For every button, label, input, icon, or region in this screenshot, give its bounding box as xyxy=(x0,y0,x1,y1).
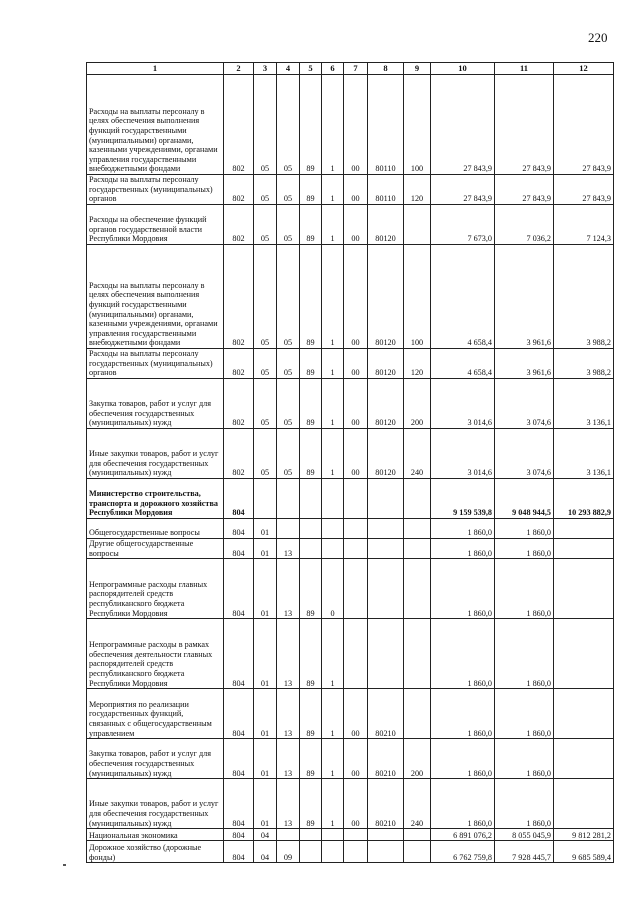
cell-c2: 802 xyxy=(224,379,254,429)
cell-c8 xyxy=(368,841,404,863)
cell-c4: 05 xyxy=(277,205,300,245)
table-row xyxy=(87,739,614,779)
cell-c10: 3 014,6 xyxy=(431,379,495,429)
cell-c9 xyxy=(404,689,431,739)
column-header: 3 xyxy=(254,63,277,75)
cell-c4: 13 xyxy=(277,779,300,829)
row-label: Непрограммные расходы главных распорядителей средств республиканского бюджета Республики Мордовия xyxy=(87,559,224,619)
column-header: 6 xyxy=(322,63,344,75)
cell-c2: 804 xyxy=(224,539,254,559)
cell-c2: 804 xyxy=(224,479,254,519)
cell-c11: 9 048 944,5 xyxy=(495,479,554,519)
cell-c8 xyxy=(368,479,404,519)
cell-c10: 7 673,0 xyxy=(431,205,495,245)
cell-c6: 1 xyxy=(322,75,344,175)
cell-c2: 804 xyxy=(224,739,254,779)
cell-c7 xyxy=(344,841,368,863)
cell-c10: 1 860,0 xyxy=(431,779,495,829)
column-header: 4 xyxy=(277,63,300,75)
cell-c8 xyxy=(368,539,404,559)
cell-c2: 802 xyxy=(224,75,254,175)
cell-c9 xyxy=(404,619,431,689)
row-label: Расходы на выплаты персоналу в целях обеспечения выполнения функций государственными (муниципальными) органами, казенными учреждениями, органами управления государственными внебюджетными фондами xyxy=(87,245,224,349)
row-label: Министерство строительства, транспорта и дорожного хозяйства Республики Мордовия xyxy=(87,479,224,519)
cell-c2: 802 xyxy=(224,349,254,379)
cell-c3: 01 xyxy=(254,519,277,539)
cell-c3: 05 xyxy=(254,349,277,379)
cell-c2: 802 xyxy=(224,245,254,349)
cell-c7: 00 xyxy=(344,205,368,245)
row-label: Другие общегосударственные вопросы xyxy=(87,539,224,559)
scan-mark xyxy=(63,864,66,866)
table-row xyxy=(87,689,614,739)
cell-c2: 802 xyxy=(224,205,254,245)
cell-c6 xyxy=(322,829,344,841)
cell-c8: 80210 xyxy=(368,689,404,739)
cell-c7: 00 xyxy=(344,245,368,349)
cell-c2: 804 xyxy=(224,519,254,539)
cell-c12: 3 136,1 xyxy=(554,429,614,479)
cell-c6: 1 xyxy=(322,739,344,779)
cell-c5: 89 xyxy=(300,559,322,619)
cell-c9 xyxy=(404,539,431,559)
cell-c6: 1 xyxy=(322,205,344,245)
table-row xyxy=(87,779,614,829)
cell-c8: 80120 xyxy=(368,205,404,245)
cell-c8: 80110 xyxy=(368,175,404,205)
cell-c6: 1 xyxy=(322,349,344,379)
cell-c7: 00 xyxy=(344,349,368,379)
cell-c2: 804 xyxy=(224,829,254,841)
cell-c9: 200 xyxy=(404,739,431,779)
cell-c4: 05 xyxy=(277,429,300,479)
cell-c7: 00 xyxy=(344,779,368,829)
cell-c9: 100 xyxy=(404,75,431,175)
cell-c3: 01 xyxy=(254,779,277,829)
table-row xyxy=(87,619,614,689)
cell-c4 xyxy=(277,479,300,519)
cell-c11: 8 055 045,9 xyxy=(495,829,554,841)
table-row xyxy=(87,841,614,863)
cell-c9 xyxy=(404,841,431,863)
cell-c5: 89 xyxy=(300,619,322,689)
cell-c12: 3 988,2 xyxy=(554,349,614,379)
table-row xyxy=(87,205,614,245)
cell-c8 xyxy=(368,519,404,539)
cell-c4: 05 xyxy=(277,379,300,429)
cell-c4: 05 xyxy=(277,175,300,205)
cell-c9 xyxy=(404,559,431,619)
cell-c6: 1 xyxy=(322,379,344,429)
cell-c11: 7 928 445,7 xyxy=(495,841,554,863)
cell-c4: 09 xyxy=(277,841,300,863)
cell-c11: 3 961,6 xyxy=(495,245,554,349)
cell-c11: 3 961,6 xyxy=(495,349,554,379)
cell-c10: 1 860,0 xyxy=(431,619,495,689)
cell-c5: 89 xyxy=(300,349,322,379)
cell-c6: 1 xyxy=(322,429,344,479)
cell-c9 xyxy=(404,479,431,519)
row-label: Дорожное хозяйство (дорожные фонды) xyxy=(87,841,224,863)
cell-c10: 1 860,0 xyxy=(431,689,495,739)
table-body xyxy=(87,63,614,863)
cell-c11: 1 860,0 xyxy=(495,689,554,739)
cell-c12 xyxy=(554,779,614,829)
page-number: 220 xyxy=(588,30,608,45)
row-label: Расходы на выплаты персоналу государственных (муниципальных) органов xyxy=(87,175,224,205)
cell-c10: 9 159 539,8 xyxy=(431,479,495,519)
cell-c3: 01 xyxy=(254,739,277,779)
cell-c2: 804 xyxy=(224,619,254,689)
column-header: 11 xyxy=(495,63,554,75)
row-label: Расходы на обеспечение функций органов государственной власти Республики Мордовия xyxy=(87,205,224,245)
column-header: 8 xyxy=(368,63,404,75)
cell-c7 xyxy=(344,519,368,539)
cell-c10: 27 843,9 xyxy=(431,175,495,205)
row-label: Общегосударственные вопросы xyxy=(87,519,224,539)
cell-c8: 80120 xyxy=(368,245,404,349)
cell-c7: 00 xyxy=(344,689,368,739)
cell-c4: 13 xyxy=(277,739,300,779)
table-row xyxy=(87,379,614,429)
cell-c10: 4 658,4 xyxy=(431,245,495,349)
cell-c5 xyxy=(300,539,322,559)
cell-c5: 89 xyxy=(300,739,322,779)
cell-c8: 80120 xyxy=(368,379,404,429)
table-row xyxy=(87,245,614,349)
cell-c9: 240 xyxy=(404,429,431,479)
cell-c5: 89 xyxy=(300,779,322,829)
row-label: Закупка товаров, работ и услуг для обеспечения государственных (муниципальных) нужд xyxy=(87,739,224,779)
cell-c8: 80120 xyxy=(368,429,404,479)
column-header: 1 xyxy=(87,63,224,75)
cell-c12 xyxy=(554,559,614,619)
cell-c4: 13 xyxy=(277,619,300,689)
cell-c7 xyxy=(344,539,368,559)
cell-c10: 6 891 076,2 xyxy=(431,829,495,841)
header-row xyxy=(87,63,614,75)
cell-c12: 27 843,9 xyxy=(554,75,614,175)
cell-c7 xyxy=(344,559,368,619)
column-header: 10 xyxy=(431,63,495,75)
cell-c11: 7 036,2 xyxy=(495,205,554,245)
cell-c5 xyxy=(300,829,322,841)
row-label: Иные закупки товаров, работ и услуг для обеспечения государственных (муниципальных) нужд xyxy=(87,429,224,479)
cell-c4: 13 xyxy=(277,689,300,739)
cell-c9: 200 xyxy=(404,379,431,429)
cell-c10: 3 014,6 xyxy=(431,429,495,479)
column-header: 5 xyxy=(300,63,322,75)
cell-c12: 9 812 281,2 xyxy=(554,829,614,841)
cell-c3: 05 xyxy=(254,429,277,479)
cell-c4 xyxy=(277,519,300,539)
cell-c12 xyxy=(554,689,614,739)
cell-c5 xyxy=(300,841,322,863)
cell-c10: 1 860,0 xyxy=(431,739,495,779)
cell-c4: 13 xyxy=(277,559,300,619)
cell-c2: 802 xyxy=(224,175,254,205)
cell-c8 xyxy=(368,619,404,689)
cell-c3: 01 xyxy=(254,559,277,619)
cell-c2: 804 xyxy=(224,689,254,739)
cell-c2: 804 xyxy=(224,779,254,829)
cell-c11: 1 860,0 xyxy=(495,739,554,779)
cell-c10: 1 860,0 xyxy=(431,539,495,559)
cell-c7 xyxy=(344,479,368,519)
cell-c8 xyxy=(368,559,404,619)
cell-c11: 3 074,6 xyxy=(495,379,554,429)
cell-c7 xyxy=(344,619,368,689)
cell-c6 xyxy=(322,539,344,559)
cell-c10: 4 658,4 xyxy=(431,349,495,379)
cell-c8 xyxy=(368,829,404,841)
cell-c5: 89 xyxy=(300,205,322,245)
cell-c5: 89 xyxy=(300,689,322,739)
row-label: Расходы на выплаты персоналу в целях обеспечения выполнения функций государственными (муниципальными) органами, казенными учреждениями, органами управления государственными внебюджетными фондами xyxy=(87,75,224,175)
cell-c4: 05 xyxy=(277,349,300,379)
cell-c3: 04 xyxy=(254,841,277,863)
cell-c10: 6 762 759,8 xyxy=(431,841,495,863)
cell-c12: 3 988,2 xyxy=(554,245,614,349)
cell-c9 xyxy=(404,829,431,841)
cell-c5 xyxy=(300,479,322,519)
cell-c11: 1 860,0 xyxy=(495,539,554,559)
cell-c5 xyxy=(300,519,322,539)
cell-c5: 89 xyxy=(300,75,322,175)
table-row xyxy=(87,559,614,619)
table-row xyxy=(87,349,614,379)
cell-c11: 3 074,6 xyxy=(495,429,554,479)
cell-c6: 1 xyxy=(322,779,344,829)
cell-c7 xyxy=(344,829,368,841)
cell-c4: 13 xyxy=(277,539,300,559)
cell-c12: 27 843,9 xyxy=(554,175,614,205)
table-row xyxy=(87,175,614,205)
cell-c3: 01 xyxy=(254,539,277,559)
table-row xyxy=(87,519,614,539)
column-header: 12 xyxy=(554,63,614,75)
cell-c12 xyxy=(554,619,614,689)
cell-c6: 1 xyxy=(322,689,344,739)
cell-c10: 1 860,0 xyxy=(431,519,495,539)
cell-c9: 240 xyxy=(404,779,431,829)
cell-c7: 00 xyxy=(344,175,368,205)
cell-c3: 05 xyxy=(254,205,277,245)
cell-c6: 1 xyxy=(322,175,344,205)
cell-c10: 1 860,0 xyxy=(431,559,495,619)
cell-c12: 10 293 882,9 xyxy=(554,479,614,519)
cell-c4: 05 xyxy=(277,75,300,175)
cell-c12 xyxy=(554,739,614,779)
cell-c12 xyxy=(554,539,614,559)
cell-c3: 05 xyxy=(254,75,277,175)
cell-c4 xyxy=(277,829,300,841)
cell-c5: 89 xyxy=(300,175,322,205)
cell-c3: 05 xyxy=(254,379,277,429)
cell-c3: 04 xyxy=(254,829,277,841)
cell-c7: 00 xyxy=(344,429,368,479)
cell-c9: 120 xyxy=(404,349,431,379)
row-label: Расходы на выплаты персоналу государственных (муниципальных) органов xyxy=(87,349,224,379)
cell-c12: 9 685 589,4 xyxy=(554,841,614,863)
cell-c5: 89 xyxy=(300,379,322,429)
cell-c11: 1 860,0 xyxy=(495,619,554,689)
column-header: 2 xyxy=(224,63,254,75)
row-label: Закупка товаров, работ и услуг для обеспечения государственных (муниципальных) нужд xyxy=(87,379,224,429)
cell-c3: 01 xyxy=(254,689,277,739)
column-header: 9 xyxy=(404,63,431,75)
cell-c7: 00 xyxy=(344,379,368,429)
cell-c11: 27 843,9 xyxy=(495,75,554,175)
cell-c3: 05 xyxy=(254,175,277,205)
table-row xyxy=(87,479,614,519)
budget-table xyxy=(86,62,614,863)
row-label: Непрограммные расходы в рамках обеспечения деятельности главных распорядителей средств республиканского бюджета Республики Мордовия xyxy=(87,619,224,689)
cell-c9 xyxy=(404,519,431,539)
cell-c5: 89 xyxy=(300,429,322,479)
cell-c3 xyxy=(254,479,277,519)
cell-c9: 100 xyxy=(404,245,431,349)
cell-c9 xyxy=(404,205,431,245)
cell-c6 xyxy=(322,841,344,863)
table-row xyxy=(87,829,614,841)
cell-c7: 00 xyxy=(344,739,368,779)
cell-c2: 802 xyxy=(224,429,254,479)
table-row xyxy=(87,539,614,559)
row-label: Национальная экономика xyxy=(87,829,224,841)
cell-c11: 27 843,9 xyxy=(495,175,554,205)
row-label: Иные закупки товаров, работ и услуг для обеспечения государственных (муниципальных) нужд xyxy=(87,779,224,829)
cell-c12 xyxy=(554,519,614,539)
cell-c8: 80120 xyxy=(368,349,404,379)
cell-c5: 89 xyxy=(300,245,322,349)
cell-c3: 01 xyxy=(254,619,277,689)
cell-c12: 3 136,1 xyxy=(554,379,614,429)
cell-c4: 05 xyxy=(277,245,300,349)
cell-c8: 80110 xyxy=(368,75,404,175)
table-row xyxy=(87,429,614,479)
cell-c6: 0 xyxy=(322,559,344,619)
cell-c6: 1 xyxy=(322,619,344,689)
cell-c10: 27 843,9 xyxy=(431,75,495,175)
cell-c11: 1 860,0 xyxy=(495,519,554,539)
cell-c7: 00 xyxy=(344,75,368,175)
cell-c6: 1 xyxy=(322,245,344,349)
cell-c6 xyxy=(322,519,344,539)
cell-c2: 804 xyxy=(224,841,254,863)
cell-c12: 7 124,3 xyxy=(554,205,614,245)
row-label: Мероприятия по реализации государственных функций, связанных с общегосударственным управлением xyxy=(87,689,224,739)
cell-c9: 120 xyxy=(404,175,431,205)
cell-c8: 80210 xyxy=(368,739,404,779)
cell-c6 xyxy=(322,479,344,519)
table-row xyxy=(87,75,614,175)
cell-c2: 804 xyxy=(224,559,254,619)
column-header: 7 xyxy=(344,63,368,75)
cell-c11: 1 860,0 xyxy=(495,559,554,619)
cell-c8: 80210 xyxy=(368,779,404,829)
cell-c3: 05 xyxy=(254,245,277,349)
cell-c11: 1 860,0 xyxy=(495,779,554,829)
